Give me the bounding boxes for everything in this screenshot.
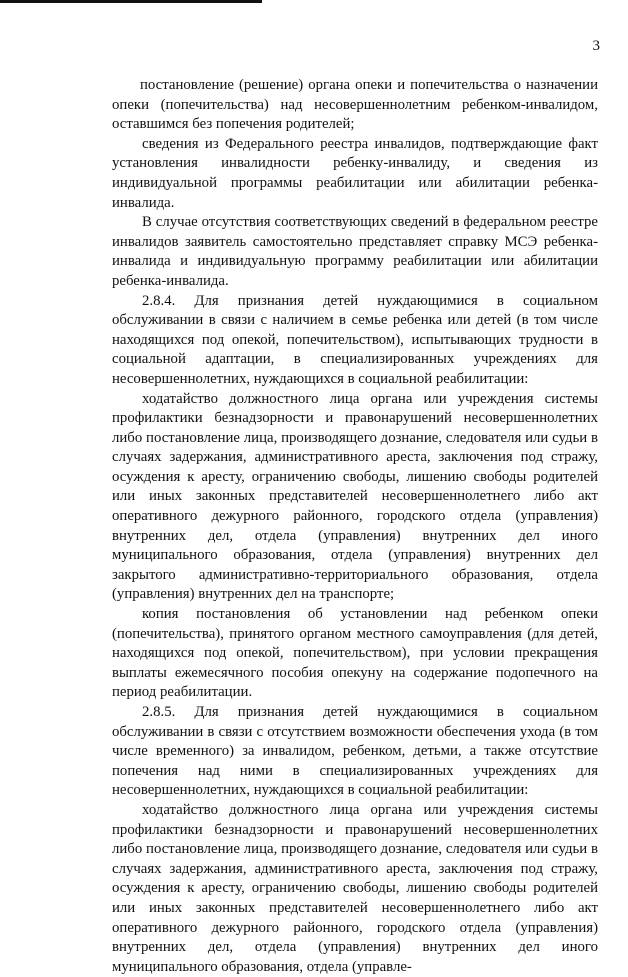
page-number: 3 [592,38,600,54]
paragraph-2: сведения из Федерального реестра инвалидов, подтверждающие факт установления инвалидности ребенку-инвалиду, и сведения из индивидуальной программы реабилитации или абилитации ребенка-инвалида. [112,135,598,211]
paragraph-section-2-8-4: 2.8.4. Для признания детей нуждающимися в социальном обслуживании в связи с наличием в семье ребенка или детей (в том числе находящихся под опекой, попечительством), испытывающих трудности в социальной адаптации, в специализированных учреждениях для несовершеннолетних, нуждающихся в социальной реабилитации: [112,292,598,387]
document-body [112,76,598,977]
top-rule [0,0,262,3]
paragraph-8: ходатайство должностного лица органа или учреждения системы профилактики безнадзорности и правонарушений несовершеннолетних либо постановление лица, производящего дознание, следователя или судьи в случаях задержания, административного ареста, заключения под стражу, осуждения к аресту, ограничению свободы, лишению свободы родителей или иных законных представителей несовершеннолетнего либо акт оперативного дежурного районного, городского отдела (управления) внутренних дел, отдела (управления) внутренних дел иного муниципального образования, отдела (управле- [112,801,598,975]
paragraph-section-2-8-5: 2.8.5. Для признания детей нуждающимися в социальном обслуживании в связи с отсутствием возможности обеспечения ухода (в том числе временного) за инвалидом, ребенком, детьми, а также отсутствие попечения над ними в специализированных учреждениях для несовершеннолетних, нуждающихся в социальной реабилитации: [112,704,598,799]
paragraph-6: копия постановления об установлении над ребенком опеки (попечительства), принятого органом местного самоуправления (для детей, находящихся под опекой, попечительством), при условии прекращения выплаты ежемесячного пособия опекуну на содержание подопечного на период реабилитации. [112,606,598,701]
paragraph-3: В случае отсутствия соответствующих сведений в федеральном реестре инвалидов заявитель самостоятельно представляет справку МСЭ ребенка-инвалида и индивидуальную программу реабилитации или абилитации ребенка-инвалида. [112,214,598,289]
paragraph-5: ходатайство должностного лица органа или учреждения системы профилактики безнадзорности и правонарушений несовершеннолетних либо постановление лица, производящего дознание, следователя или судьи в случаях задержания, административного ареста, заключения под стражу, осуждения к аресту, ограничению свободы, лишению свободы родителей или иных законных представителей несовершеннолетнего либо акт оперативного дежурного районного, городского отдела (управления) внутренних дел, отдела (управления) внутренних дел иного муниципального образования, отдела (управления) внутренних дел закрытого административно-территориального образования, отдела (управления) внутренних дел на транспорте; [112,390,598,603]
paragraph-1: постановление (решение) органа опеки и попечительства о назначении опеки (попечительства) над несовершеннолетним ребенком-инвалидом, оставшимся без попечения родителей; [112,77,598,133]
